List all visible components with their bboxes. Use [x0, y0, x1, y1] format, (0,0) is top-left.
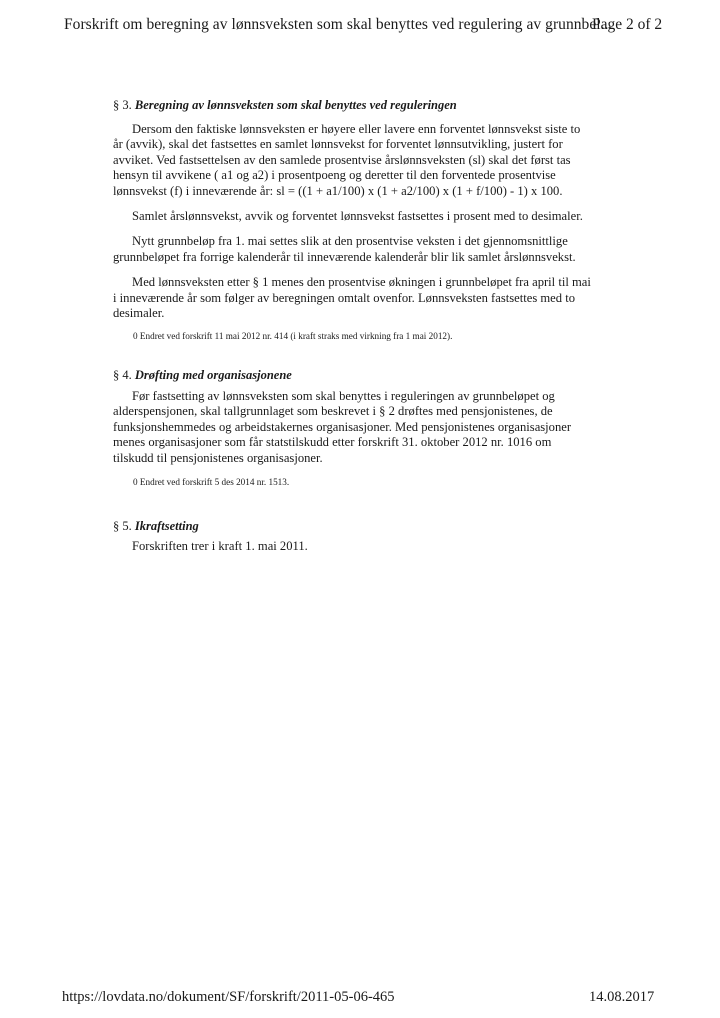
section-heading: [113, 97, 593, 113]
section-4: [113, 367, 593, 488]
section-heading: [113, 367, 593, 383]
source-url: https://lovdata.no/dokument/SF/forskrift/2011-05-06-465: [62, 989, 395, 1005]
section-number: § 4.: [113, 368, 132, 382]
section-number: § 5.: [113, 519, 132, 533]
paragraph: Før fastsetting av lønnsveksten som skal benyttes i reguleringen av grunnbeløpet og alderspensjonen, skal tallgrunnlaget som beskrevet i § 2 drøftes med pensjonistenes, de funksjonshemmedes og arbeidstakernes organisasjoner. Med pensjonistenes organisasjoner menes organisasjoner som får statstilskudd etter forskrift 31. oktober 2012 nr. 1016 om tilskudd til pensjonistenes organisasjoner.: [113, 389, 572, 465]
section-title: Ikraftsetting: [134, 519, 199, 533]
page-number: Page 2 of 2: [592, 16, 663, 33]
paragraph: Med lønnsveksten etter § 1 menes den prosentvise økningen i grunnbeløpet fra april til mai i inneværende år som følger av beregningen omtalt ovenfor. Lønnsveksten fastsettes med to desimaler.: [113, 275, 591, 321]
section-5: [113, 518, 593, 554]
section-heading: [113, 518, 593, 534]
print-date: 14.08.2017: [589, 989, 655, 1005]
amendment-note: 0 Endret ved forskrift 5 des 2014 nr. 1513.: [133, 477, 290, 488]
paragraph: Dersom den faktiske lønnsveksten er høyere eller lavere enn forventet lønnsvekst siste to år (avvik), skal det fastsettes en samlet lønnsvekst for forventet lønnsutvikling, justert for avviket. Ved fastsettelsen av den samlede prosentvise årslønnsveksten (sl) skal det først tas hensyn til avvikene ( a1 og a2) i prosentpoeng og deretter til den forventede prosentvise lønnsvekst (f) i inneværende år: sl = ((1 + a1/100) x (1 + a2/100) x (1 + f/100) - 1) x 100.: [113, 122, 581, 198]
section-title: Beregning av lønnsveksten som skal benyttes ved reguleringen: [134, 98, 457, 112]
paragraph: Forskriften trer i kraft 1. mai 2011.: [132, 539, 308, 553]
section-3: [113, 97, 593, 342]
paragraph: Nytt grunnbeløp fra 1. mai settes slik at den prosentvise veksten i det gjennomsnittlige grunnbeløpet fra forrige kalenderår til inneværende kalenderår blir lik samlet årslønnsvekst.: [113, 234, 576, 264]
section-number: § 3.: [113, 98, 132, 112]
paragraph: Samlet årslønnsvekst, avvik og forventet lønnsvekst fastsettes i prosent med to desimaler.: [132, 209, 583, 224]
section-title: Drøfting med organisasjonene: [134, 368, 292, 382]
amendment-note: 0 Endret ved forskrift 11 mai 2012 nr. 414 (i kraft straks med virkning fra 1 mai 2012).: [133, 331, 453, 342]
header-title: Forskrift om beregning av lønnsveksten som skal benyttes ved regulering av grunnbel...: [64, 16, 613, 33]
